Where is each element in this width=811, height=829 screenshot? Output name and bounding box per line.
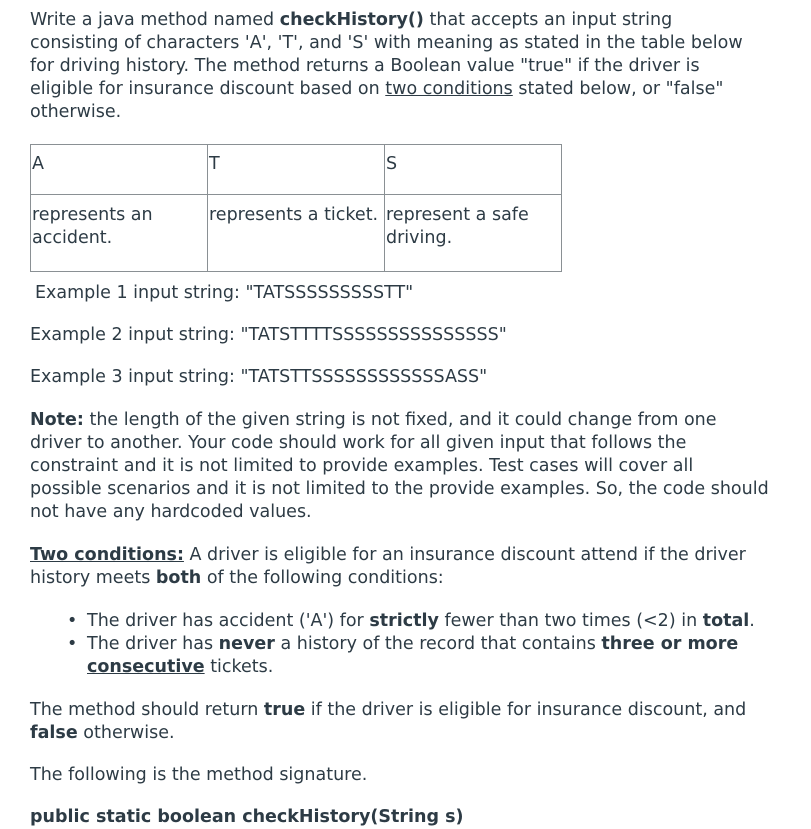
return-true: true	[263, 700, 306, 720]
note-text: the length of the given string is not fixed, and it could change from one driver to another. Your code should work for all given input that follows the constraint and it is not limited to provide examples. Test cases will cover all possible scenarios and it is not limited to the provide examples. So, the code should not have any hardcoded values.	[30, 410, 769, 522]
conditions-paragraph	[30, 544, 750, 590]
table-header-cell: S	[385, 145, 562, 195]
list-item	[87, 610, 770, 633]
list-item	[87, 633, 770, 679]
rule-emphasis: consecutive	[87, 657, 205, 677]
table-header-row	[31, 145, 562, 195]
table-cell: represents a ticket.	[208, 195, 385, 272]
intro-paragraph	[30, 9, 765, 124]
conditions-text-1: A driver is eligible for an insurance discount attend if the driver history meets	[30, 545, 746, 588]
rule-text: tickets.	[204, 657, 274, 677]
intro-text-2: that accepts an input string consisting of characters 'A', 'T', and 'S' with meaning as stated in the table below for driving history. The method returns a Boolean value "true" if the driver is eligible for insurance discount based on	[30, 10, 743, 99]
rule-text: fewer than two times (<2) in	[438, 611, 703, 631]
return-false: false	[30, 723, 78, 743]
rule-emphasis: three or more	[601, 634, 739, 654]
history-table	[30, 144, 562, 272]
table-row	[31, 195, 562, 272]
question-content	[30, 9, 770, 829]
rule-text: .	[749, 611, 755, 631]
table-cell: represents an accident.	[31, 195, 208, 272]
rule-emphasis: total	[702, 611, 750, 631]
intro-text-3: stated below, or "false" otherwise.	[30, 79, 724, 122]
return-paragraph	[30, 699, 770, 745]
table-cell: represent a safe driving.	[385, 195, 562, 272]
table-header-cell: T	[208, 145, 385, 195]
rule-emphasis: never	[218, 634, 275, 654]
conditions-list	[30, 610, 770, 679]
table-header-cell: A	[31, 145, 208, 195]
return-text: otherwise.	[77, 723, 175, 743]
signature-intro: The following is the method signature.	[30, 765, 368, 785]
conditions-both: both	[155, 568, 202, 588]
conditions-text-2: of the following conditions:	[201, 568, 444, 588]
rule-text: a history of the record that contains	[274, 634, 602, 654]
return-text: The method should return	[30, 700, 264, 720]
example-1: Example 1 input string: "TATSSSSSSSSSTT"	[35, 283, 414, 303]
rule-text: The driver has	[87, 634, 219, 654]
rule-text: The driver has accident ('A') for	[87, 611, 370, 631]
intro-text-1: Write a java method named	[30, 10, 280, 30]
method-name: checkHistory()	[279, 10, 424, 30]
conditions-label: Two conditions:	[30, 545, 184, 565]
note-paragraph	[30, 409, 770, 524]
rule-emphasis: strictly	[369, 611, 439, 631]
note-label: Note:	[30, 410, 84, 430]
return-text: if the driver is eligible for insurance discount, and	[305, 700, 747, 720]
example-3: Example 3 input string: "TATSTTSSSSSSSSSSSSASS"	[30, 367, 488, 387]
example-2: Example 2 input string: "TATSTTTTSSSSSSSSSSSSSSS"	[30, 325, 507, 345]
two-conditions-reference: two conditions	[385, 79, 513, 99]
method-signature: public static boolean checkHistory(String s)	[30, 807, 464, 827]
